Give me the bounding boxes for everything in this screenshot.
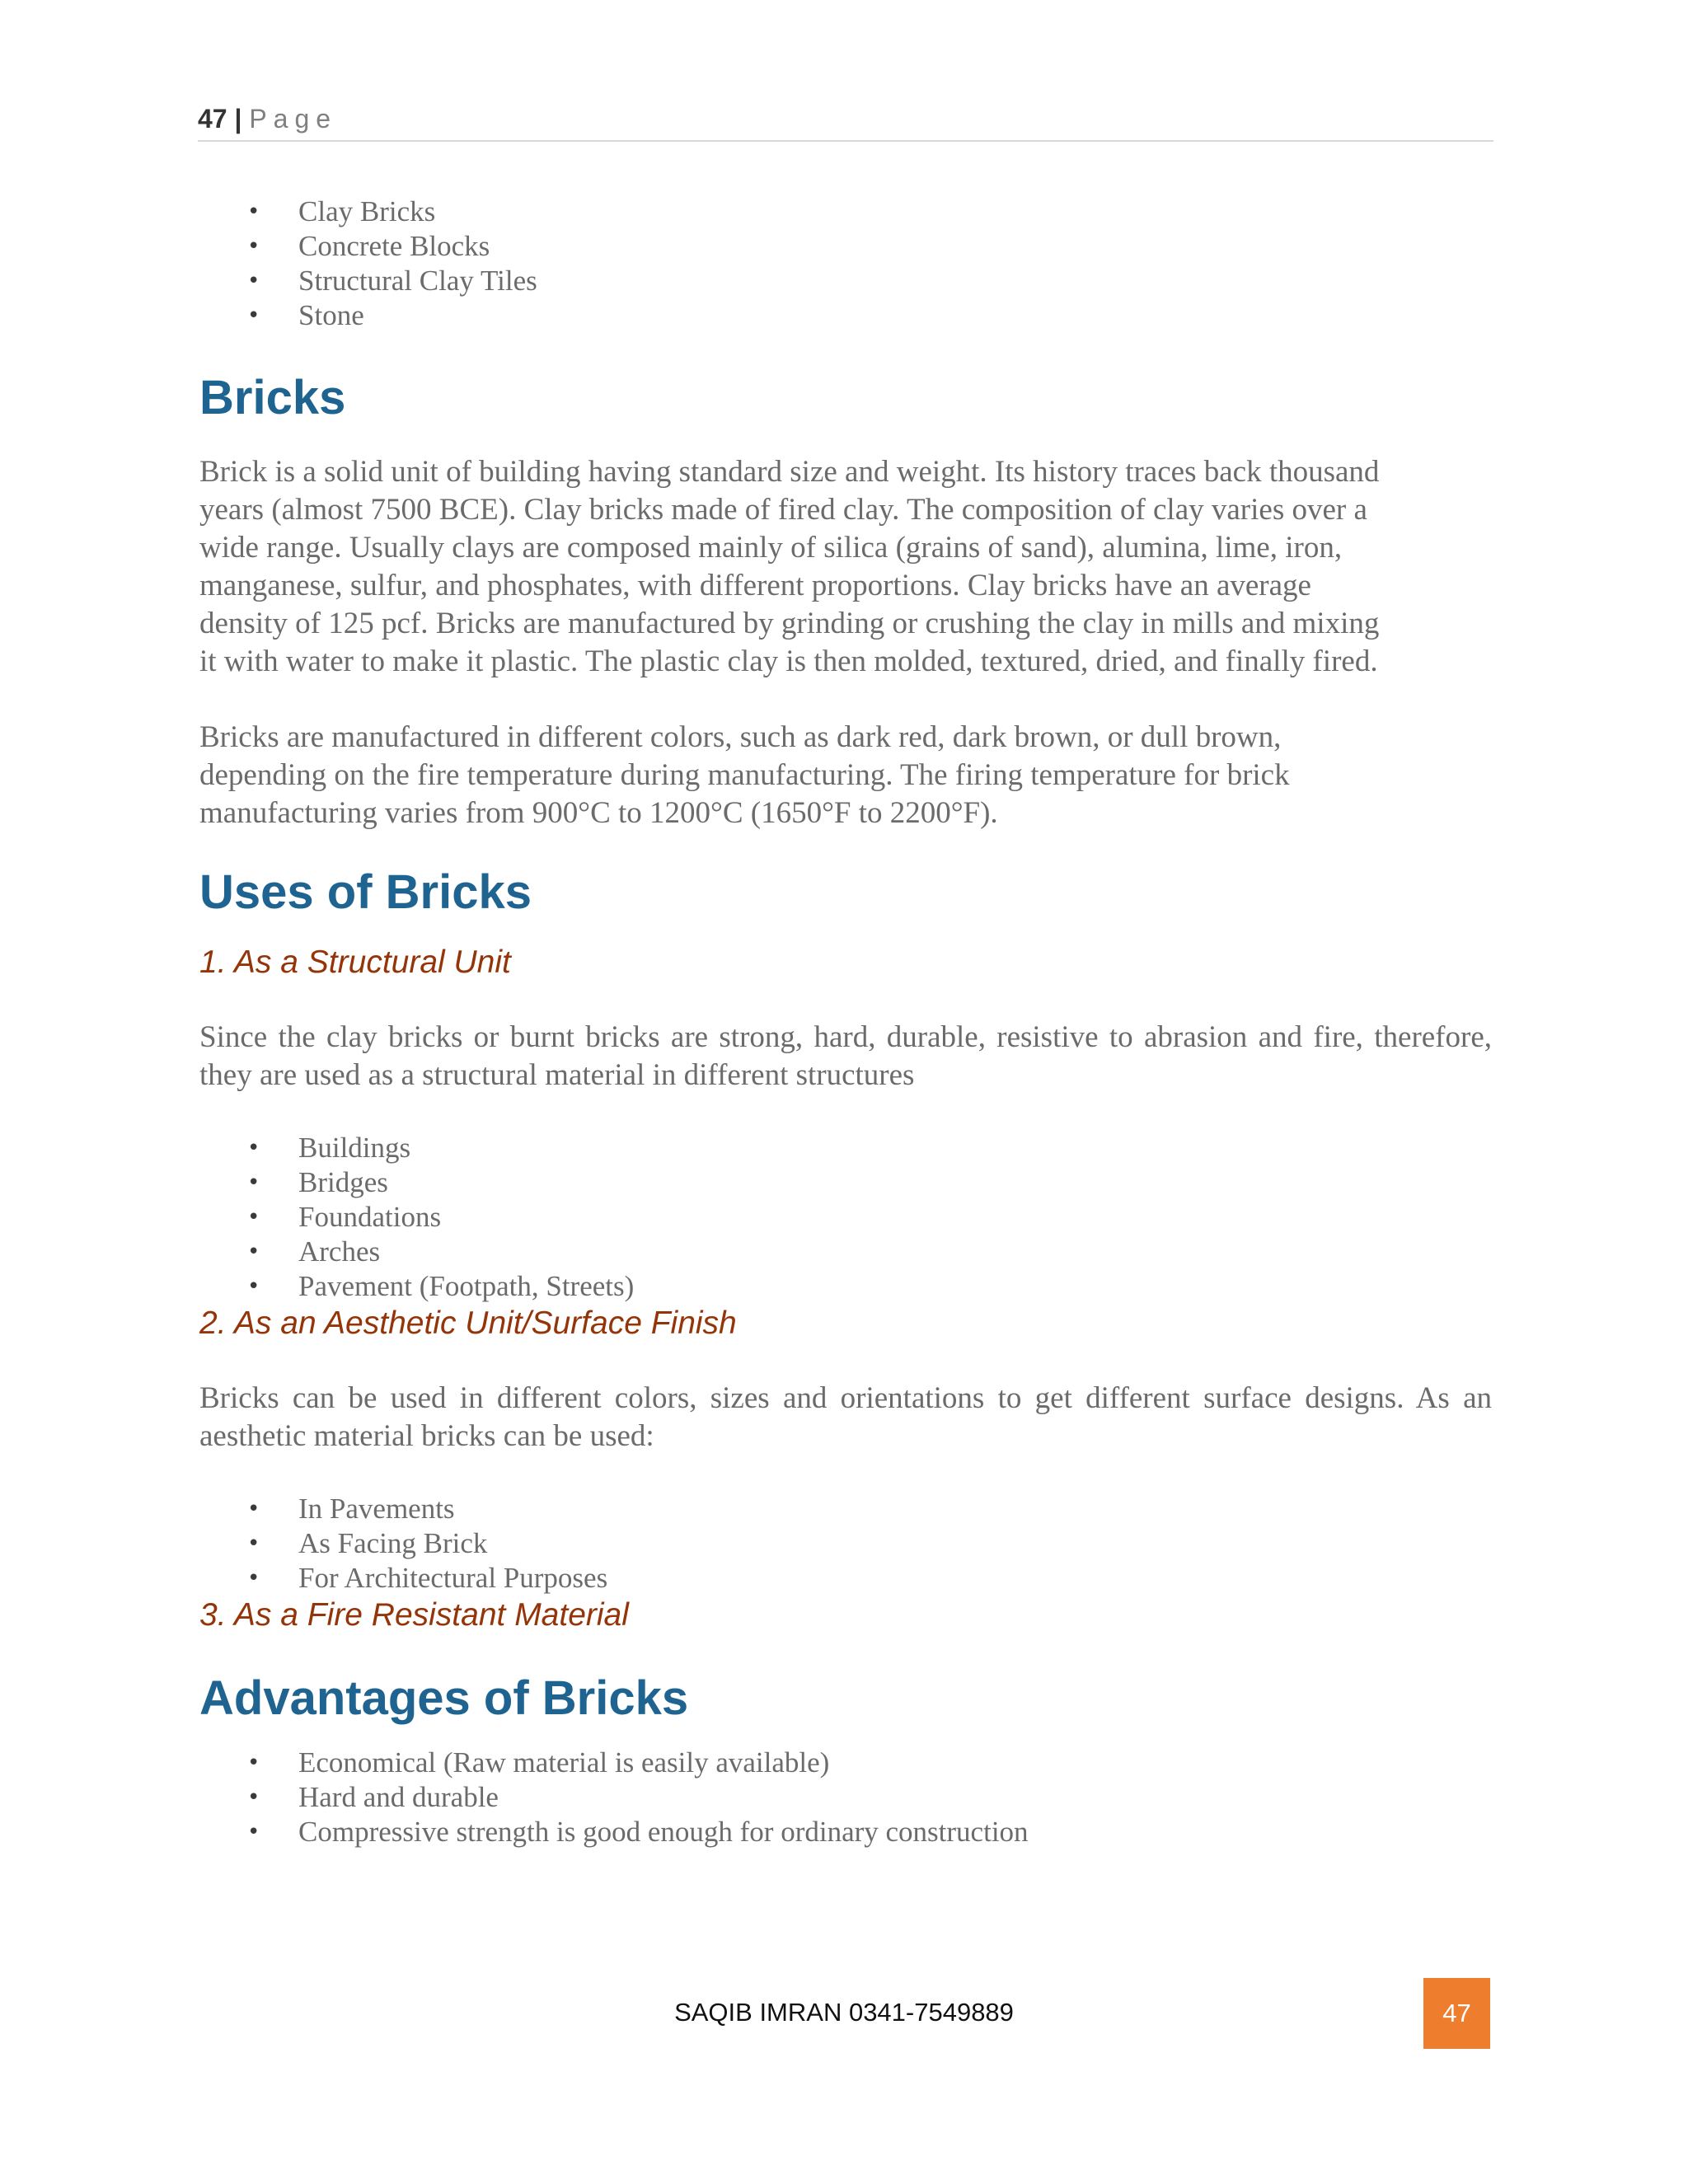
fire-resistant-subheading: 3. As a Fire Resistant Material [199, 1597, 629, 1633]
advantages-heading: Advantages of Bricks [199, 1671, 689, 1725]
advantages-list [199, 1746, 1492, 1849]
structures-list [199, 1131, 1492, 1304]
list-item: • As Facing Brick [199, 1526, 1492, 1561]
footer-page-number-box: 47 [1423, 1978, 1490, 2049]
list-item: • Foundations [199, 1200, 1492, 1235]
header-page-number: 47 [198, 104, 227, 134]
uses-heading: Uses of Bricks [199, 865, 532, 919]
list-item: • For Architectural Purposes [199, 1561, 1492, 1596]
list-item: • In Pavements [199, 1492, 1492, 1526]
paragraph-line: manufacturing varies from 900°C to 1200°C (1650°F to 2200°F). [199, 796, 998, 830]
aesthetic-uses-list [199, 1492, 1492, 1596]
list-item: • Buildings [199, 1131, 1492, 1165]
header-separator: | [234, 104, 242, 134]
list-item: • Economical (Raw material is easily available) [199, 1746, 1492, 1780]
masonry-units-list [199, 194, 1492, 333]
paragraph-line: wide range. Usually clays are composed mainly of silica (grains of sand), alumina, lime, iron, [199, 531, 1343, 565]
paragraph-line: Brick is a solid unit of building having standard size and weight. Its history traces back thousand [199, 455, 1380, 489]
list-item: • Bridges [199, 1165, 1492, 1200]
page-content [199, 194, 1492, 1849]
bricks-heading: Bricks [199, 371, 346, 424]
list-item: • Hard and durable [199, 1780, 1492, 1815]
list-item: • Stone [199, 298, 1492, 333]
page-header [198, 97, 1493, 142]
list-item: • Concrete Blocks [199, 229, 1492, 264]
list-item: • Compressive strength is good enough for ordinary construction [199, 1815, 1492, 1849]
paragraph-line: it with water to make it plastic. The plastic clay is then molded, textured, dried, and finally fired. [199, 644, 1378, 678]
structural-unit-paragraph: Since the clay bricks or burnt bricks are strong, hard, durable, resistive to abrasion and fire, therefore, they are used as a structural material in different structures [199, 1020, 1492, 1092]
bricks-paragraph-2 [199, 719, 1492, 832]
list-item: • Arches [199, 1235, 1492, 1269]
list-item: • Clay Bricks [199, 194, 1492, 229]
paragraph-line: manganese, sulfur, and phosphates, with different proportions. Clay bricks have an average [199, 569, 1311, 602]
paragraph-line: Bricks are manufactured in different colors, such as dark red, dark brown, or dull brown, [199, 720, 1282, 754]
bricks-paragraph-1 [199, 453, 1492, 681]
structural-unit-subheading: 1. As a Structural Unit [199, 944, 511, 980]
list-item: • Structural Clay Tiles [199, 264, 1492, 298]
aesthetic-unit-subheading: 2. As an Aesthetic Unit/Surface Finish [199, 1305, 737, 1341]
paragraph-line: density of 125 pcf. Bricks are manufactured by grinding or crushing the clay in mills and mixing [199, 607, 1380, 640]
paragraph-line: depending on the fire temperature during manufacturing. The firing temperature for brick [199, 758, 1290, 792]
aesthetic-unit-paragraph: Bricks can be used in different colors, sizes and orientations to get different surface designs. As an aesthetic material bricks can be used: [199, 1381, 1492, 1453]
header-page-word: Page [249, 104, 338, 134]
paragraph-line: years (almost 7500 BCE). Clay bricks made of fired clay. The composition of clay varies over a [199, 493, 1367, 527]
list-item: • Pavement (Footpath, Streets) [199, 1269, 1492, 1304]
footer-author: SAQIB IMRAN 0341-7549889 [674, 1998, 1014, 2027]
